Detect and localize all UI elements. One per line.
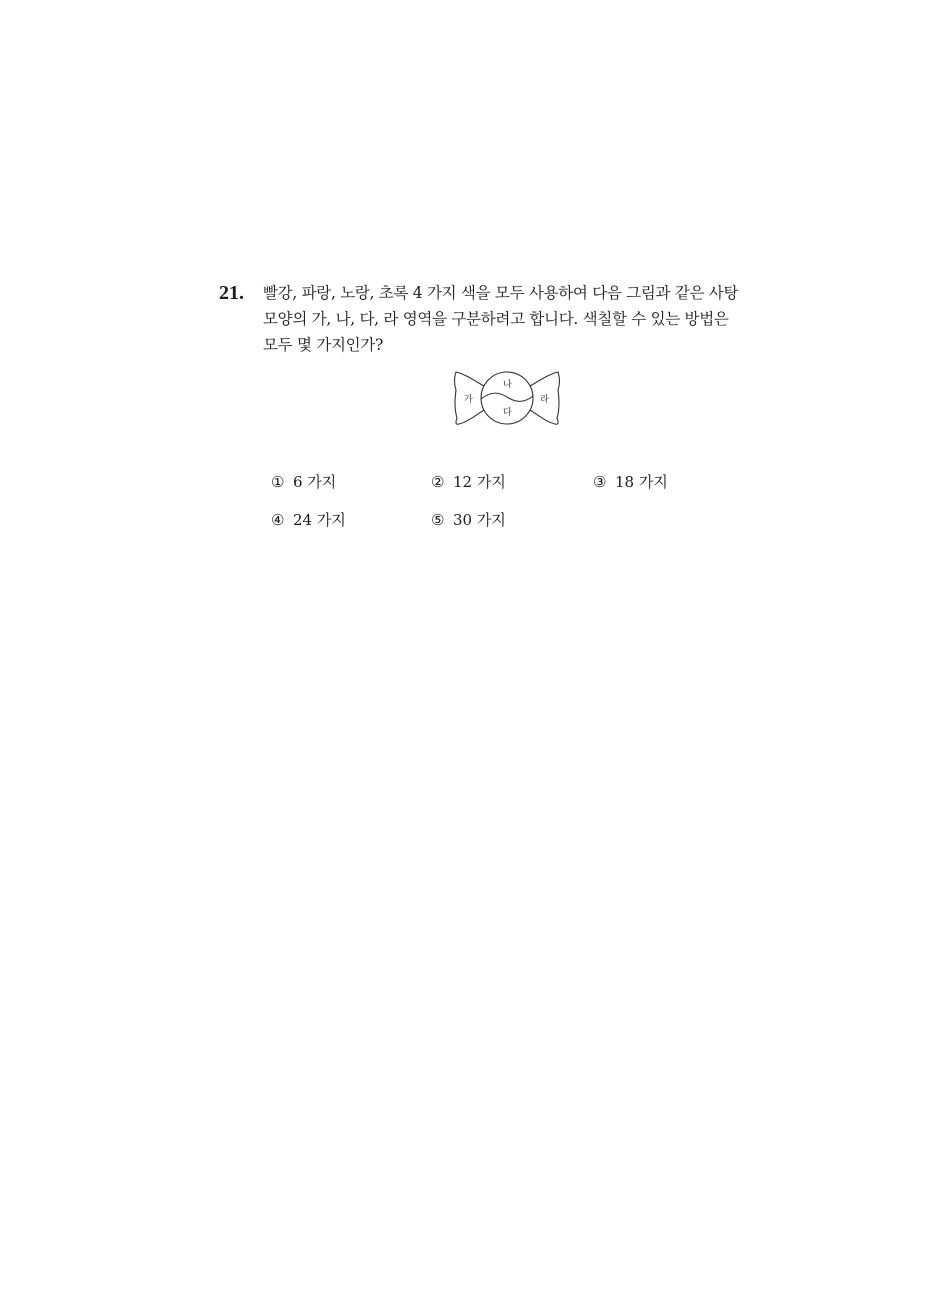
choice-text: 18 가지 xyxy=(615,473,668,491)
question-text xyxy=(263,280,755,358)
region-label-ra: 라 xyxy=(540,395,549,405)
region-label-na: 나 xyxy=(503,380,512,390)
region-label-da: 다 xyxy=(503,408,512,418)
question-text-line: 모양의 가, 나, 다, 라 영역을 구분하려고 합니다. 색칠할 수 있는 방법은 xyxy=(263,310,729,328)
choice-marker: ① xyxy=(271,473,285,491)
choice-marker: ⑤ xyxy=(431,511,445,529)
choice-text: 12 가지 xyxy=(453,473,506,491)
candy-divider-line xyxy=(481,393,533,401)
question-text-line: 빨강, 파랑, 노랑, 초록 4 가지 색을 모두 사용하여 다음 그림과 같은 사탕 xyxy=(263,284,739,302)
choice-5[interactable] xyxy=(431,510,506,530)
candy-diagram xyxy=(453,370,561,426)
choice-2[interactable] xyxy=(431,472,506,492)
choice-text: 24 가지 xyxy=(293,511,346,529)
choice-marker: ② xyxy=(431,473,445,491)
question-number: 21. xyxy=(219,282,244,304)
region-label-ga: 가 xyxy=(464,395,473,405)
choice-text: 30 가지 xyxy=(453,511,506,529)
choice-marker: ④ xyxy=(271,511,285,529)
candy-figure xyxy=(453,370,561,426)
question-text-line: 모두 몇 가지인가? xyxy=(263,336,383,354)
choice-text: 6 가지 xyxy=(293,473,337,491)
choice-3[interactable] xyxy=(593,472,668,492)
choice-4[interactable] xyxy=(271,510,346,530)
choice-1[interactable] xyxy=(271,472,336,492)
choice-marker: ③ xyxy=(593,473,607,491)
